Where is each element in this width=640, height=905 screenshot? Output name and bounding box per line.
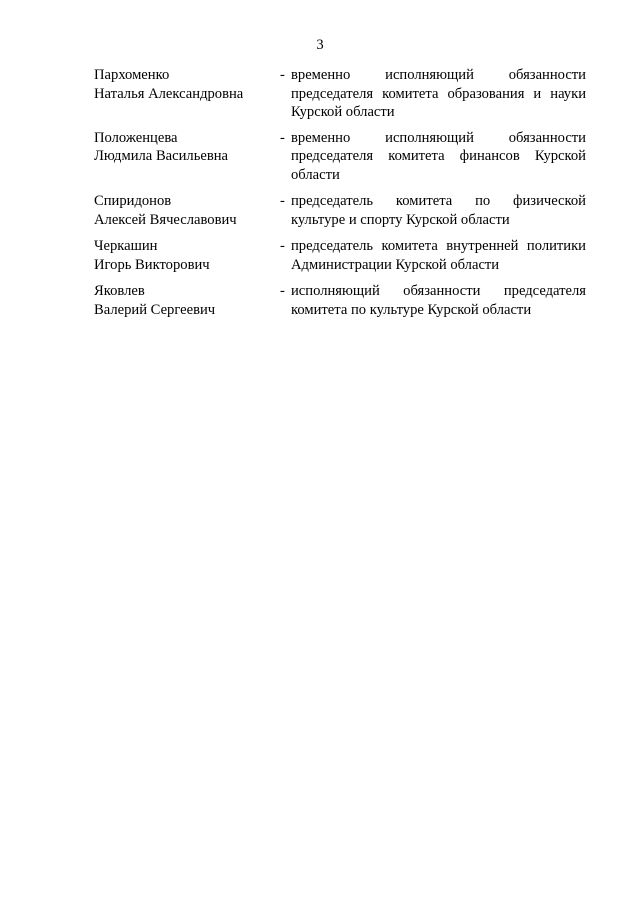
official-entry [94,129,586,185]
official-position: председатель комитета внутренней политики Администрации Курской области [291,238,586,273]
official-surname: Положенцева [94,129,178,146]
official-name [94,192,280,229]
official-given-names: Алексей Вячеславович [94,211,237,228]
official-name [94,282,280,319]
official-list [94,66,586,319]
official-surname: Яковлев [94,283,145,299]
official-position: временно исполняющий обязанности председателя комитета образования и науки Курской области [291,67,586,120]
official-entry [94,192,586,229]
official-given-names: Наталья Александровна [94,85,244,102]
official-given-names: Валерий Сергеевич [94,301,216,318]
official-position: временно исполняющий обязанности председателя комитета финансов Курской области [291,129,586,183]
official-entry [94,282,586,319]
official-surname: Черкашин [94,238,158,254]
dash-separator: - [280,238,285,254]
dash-separator: - [280,129,285,146]
dash-separator: - [280,67,285,83]
dash-separator: - [280,193,285,209]
official-position: исполняющий обязанности председателя комитета по культуре Курской области [291,283,586,318]
official-position: председатель комитета по физической культуре и спорту Курской области [291,193,586,228]
official-given-names: Людмила Васильевна [94,148,229,164]
dash-separator: - [280,283,285,299]
page-number: 3 [316,37,324,53]
official-entry [94,66,586,122]
official-given-names: Игорь Викторович [94,256,210,273]
official-name [94,129,280,166]
official-name [94,237,280,274]
official-surname: Спиридонов [94,193,172,209]
official-entry [94,237,586,274]
official-name [94,66,280,103]
official-surname: Пархоменко [94,67,170,83]
